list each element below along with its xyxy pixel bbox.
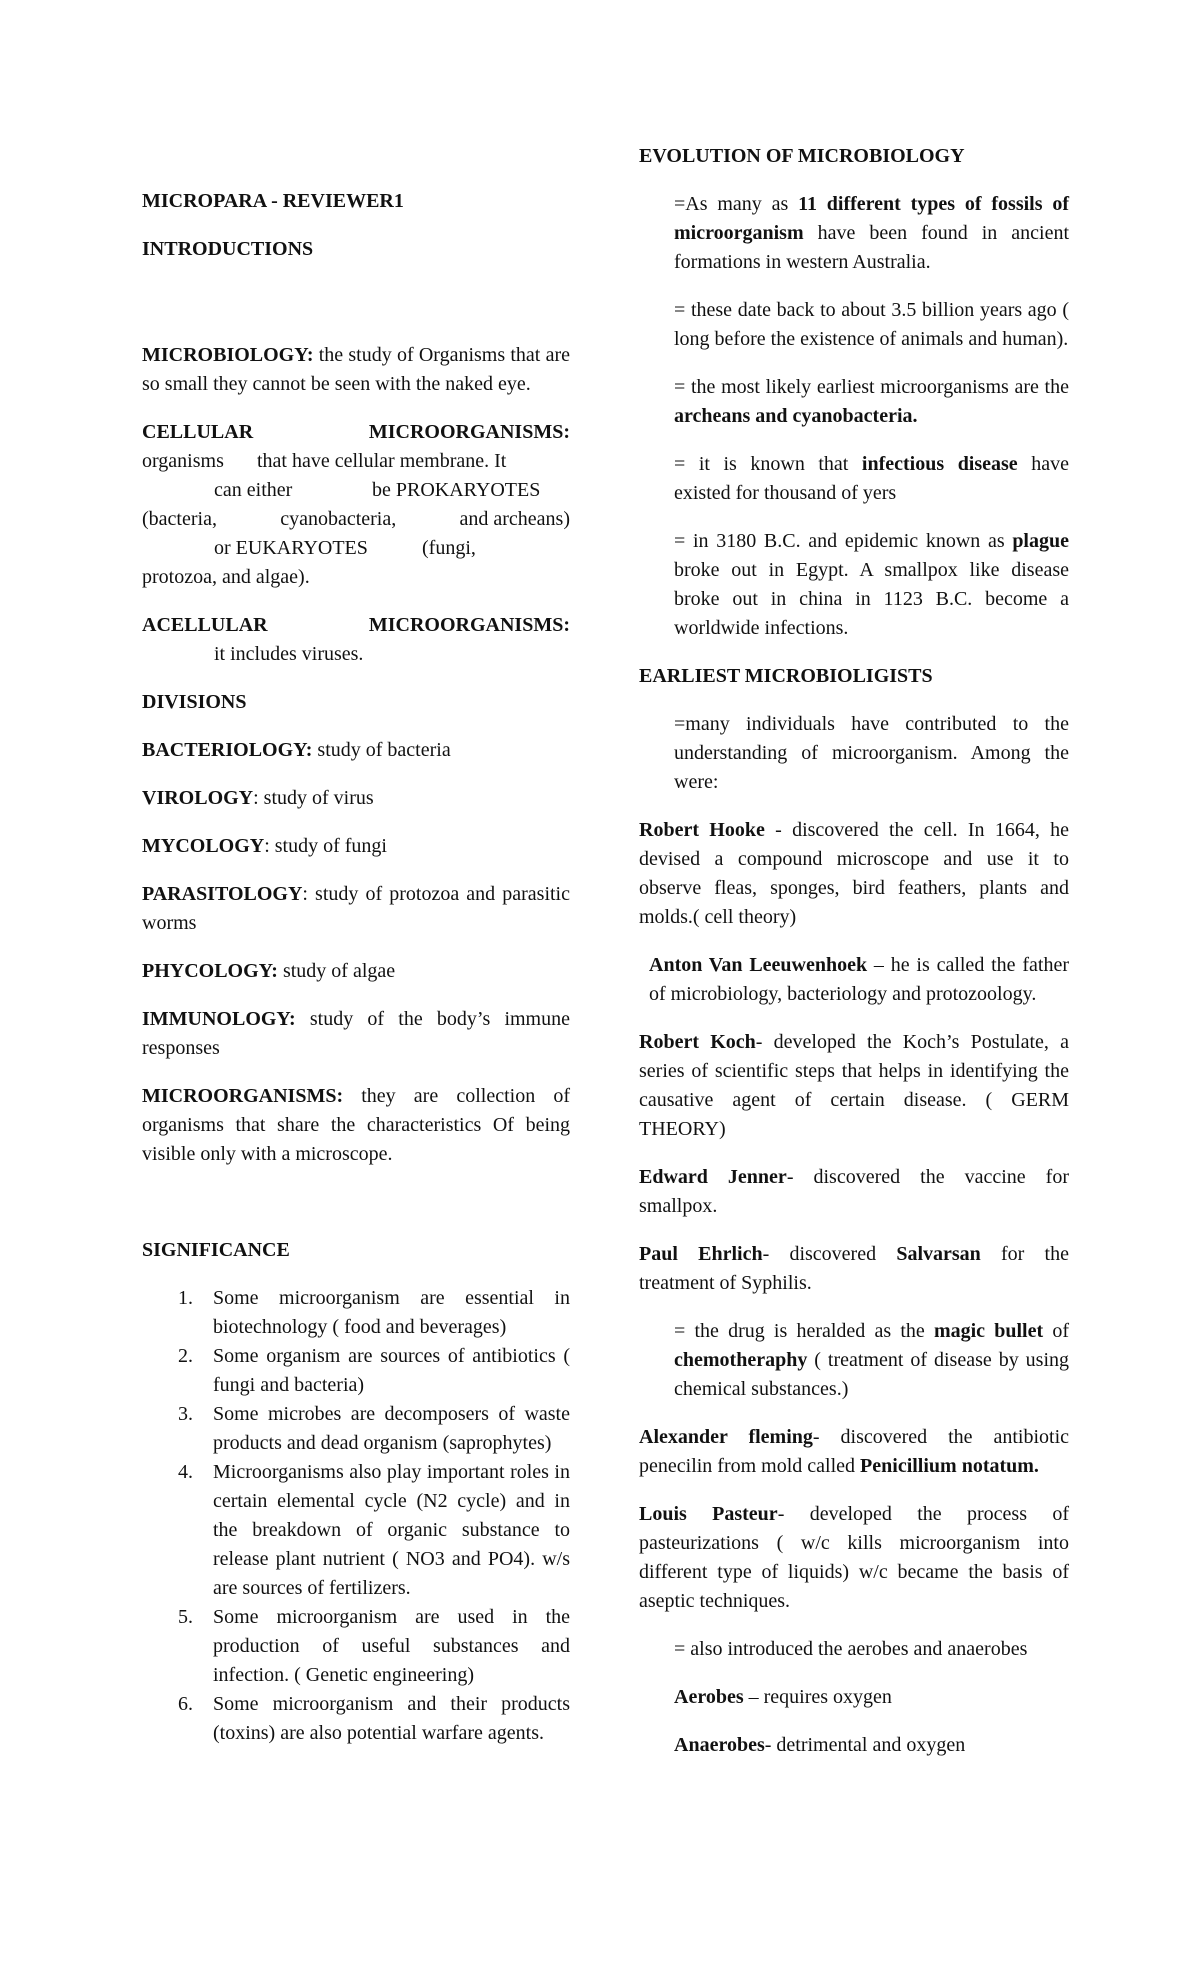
evolution-text: = the most likely earliest microorganisms are the [674, 376, 1069, 398]
division-term: VIROLOGY [142, 787, 254, 809]
scientist-entry [639, 951, 1069, 1009]
scientist-emphasis: Salvarsan [896, 1243, 981, 1265]
division-term: MYCOLOGY [142, 835, 265, 857]
evolution-emphasis: infectious disease [861, 453, 1018, 475]
acellular-microorganisms-term: MICROORGANISMS: [368, 614, 570, 636]
anaerobes-definition [639, 1731, 1069, 1760]
evolution-paragraph [639, 373, 1069, 431]
cellular-text-3a: (bacteria, [142, 508, 217, 530]
division-item [142, 832, 570, 861]
division-term: MICROORGANISMS: [142, 1085, 344, 1107]
list-item [142, 1458, 570, 1603]
pasteur-note: = also introduced the aerobes and anaerobes [674, 1638, 1028, 1660]
evolution-paragraph [639, 527, 1069, 643]
microbiology-text: the study of Organisms that are so small they cannot be seen with the naked eye. [142, 344, 570, 395]
scientist-entry [639, 1423, 1069, 1481]
scientist-text: – he is called the father of microbiology, bacteriology and protozoology. [649, 954, 1069, 1005]
division-item [142, 1082, 570, 1169]
earliest-heading: EARLIEST MICROBIOLIGISTS [639, 665, 933, 687]
division-text: : study of virus [253, 787, 374, 809]
cellular-text-5: protozoa, and algae). [142, 566, 310, 588]
evolution-emphasis: archeans and cyanobacteria. [674, 405, 918, 427]
scientist-entry [639, 816, 1069, 932]
significance-heading: SIGNIFICANCE [142, 1239, 290, 1261]
list-number: 6. [178, 1693, 193, 1715]
scientist-name: Louis Pasteur [639, 1503, 778, 1525]
scientist-entry [639, 1500, 1069, 1616]
acellular-definition [142, 611, 570, 669]
ehrlich-note [639, 1317, 1069, 1404]
list-number: 2. [178, 1345, 193, 1367]
scientist-text: - developed the Koch’s Postulate, a series of scientific steps that helps in identifying the causative agent of certain disease. ( GERM THEORY) [639, 1031, 1069, 1140]
evolution-text: = in 3180 B.C. and epidemic known as [674, 530, 1013, 552]
division-term: PARASITOLOGY [142, 883, 303, 905]
list-item [142, 1342, 570, 1400]
list-number: 5. [178, 1606, 193, 1628]
right-column [639, 0, 1069, 1760]
acellular-text: it includes viruses. [214, 643, 364, 665]
list-item [142, 1603, 570, 1690]
cellular-text-2b: be PROKARYOTES [372, 479, 541, 501]
scientist-text: - developed the process of pasteurizations ( w/c kills microorganism into different type of liquids) w/c became the basis of aseptic techniques. [639, 1503, 1069, 1612]
evolution-text: have existed for thousand of yers [674, 453, 1070, 504]
list-number: 4. [178, 1461, 193, 1483]
cellular-text-1a: organisms [142, 450, 224, 472]
division-term: IMMUNOLOGY: [142, 1008, 296, 1030]
divisions-heading: DIVISIONS [142, 691, 247, 713]
list-text: Some microbes are decomposers of waste products and dead organism (saprophytes) [213, 1403, 570, 1454]
note-emphasis: chemotheraphy [674, 1349, 808, 1371]
introductions-heading: INTRODUCTIONS [142, 238, 314, 260]
list-text: Microorganisms also play important roles in certain elemental cycle (N2 cycle) and in the breakdown of organic substance to release plant nutrient ( NO3 and PO4). w/s are sources of fertilizers. [213, 1461, 570, 1599]
scientist-name: Alexander fleming [639, 1426, 813, 1448]
scientist-entry [639, 1028, 1069, 1144]
division-item [142, 957, 570, 986]
microbiology-term: MICROBIOLOGY: [142, 344, 314, 366]
division-item [142, 1005, 570, 1063]
division-item [142, 880, 570, 938]
division-text: study of bacteria [312, 739, 451, 761]
aerobes-definition [639, 1683, 1069, 1712]
cellular-term: CELLULAR [142, 421, 254, 443]
microbiology-definition [142, 341, 570, 399]
list-number: 1. [178, 1287, 193, 1309]
list-item [142, 1400, 570, 1458]
evolution-text: have been found in ancient formations in western Australia. [674, 222, 1069, 273]
evolution-paragraph: = these date back to about 3.5 billion years ago ( long before the existence of animals and human). [674, 299, 1069, 350]
significance-list [142, 1284, 570, 1748]
cellular-text-3b: cyanobacteria, [280, 508, 397, 530]
note-emphasis: magic bullet [933, 1320, 1044, 1342]
evolution-paragraph [639, 190, 1069, 277]
cellular-text-1b: that have cellular membrane. It [257, 450, 507, 472]
scientist-name: Edward Jenner [639, 1166, 787, 1188]
scientist-name: Paul Ehrlich [639, 1243, 763, 1265]
scientist-name: Robert Koch [639, 1031, 756, 1053]
anaerobes-term: Anaerobes [674, 1734, 765, 1756]
division-term: BACTERIOLOGY: [142, 739, 313, 761]
cellular-text-4a: or EUKARYOTES [214, 537, 368, 559]
anaerobes-text: - detrimental and oxygen [764, 1734, 966, 1756]
division-text: : study of protozoa and parasitic worms [142, 883, 570, 934]
division-item [142, 784, 570, 813]
note-text: of [1043, 1320, 1070, 1342]
microorganisms-term: MICROORGANISMS: [368, 421, 570, 443]
aerobes-text: – requires oxygen [743, 1686, 892, 1708]
list-text: Some microorganism are used in the production of useful substances and infection. ( Genetic engineering) [213, 1606, 570, 1686]
cellular-text-2a: can either [214, 479, 293, 501]
note-text: ( treatment of disease by using chemical substances.) [674, 1349, 1069, 1400]
cellular-definition [142, 418, 570, 592]
earliest-intro: =many individuals have contributed to the understanding of microorganism. Among the were: [674, 713, 1069, 793]
list-number: 3. [178, 1403, 193, 1425]
evolution-emphasis: plague [1012, 530, 1069, 552]
document-title: MICROPARA - REVIEWER1 [142, 190, 404, 212]
division-text: study of the body’s immune responses [142, 1008, 570, 1059]
scientist-emphasis: Penicillium notatum. [860, 1455, 1039, 1477]
scientist-name: Robert Hooke [639, 819, 765, 841]
division-term: PHYCOLOGY: [142, 960, 278, 982]
scientist-entry [639, 1163, 1069, 1221]
evolution-text: broke out in Egypt. A smallpox like disease broke out in china in 1123 B.C. become a worldwide infections. [674, 559, 1069, 639]
division-text: : study of fungi [264, 835, 387, 857]
division-item [142, 736, 570, 765]
list-text: Some microorganism are essential in biotechnology ( food and beverages) [213, 1287, 570, 1338]
acellular-term: ACELLULAR [142, 614, 268, 636]
scientist-entry [639, 1240, 1069, 1298]
list-text: Some organism are sources of antibiotics ( fungi and bacteria) [213, 1345, 570, 1396]
division-text: study of algae [277, 960, 396, 982]
scientist-text: for the treatment of Syphilis. [639, 1243, 1069, 1294]
left-column [142, 0, 570, 1748]
evolution-heading: EVOLUTION OF MICROBIOLOGY [639, 145, 965, 167]
list-item [142, 1690, 570, 1748]
aerobes-term: Aerobes [674, 1686, 744, 1708]
evolution-text: = it is known that [674, 453, 862, 475]
scientist-text: - discovered the vaccine for smallpox. [639, 1166, 1069, 1217]
list-text: Some microorganism and their products (toxins) are also potential warfare agents. [213, 1693, 570, 1744]
evolution-paragraph [639, 450, 1069, 508]
scientist-text: - discovered [762, 1243, 897, 1265]
cellular-text-3c: and archeans) [459, 508, 570, 530]
scientist-text: - discovered the cell. In 1664, he devised a compound microscope and use it to observe fleas, sponges, bird feathers, plants and molds.( cell theory) [639, 819, 1069, 928]
note-text: = the drug is heralded as the [674, 1320, 934, 1342]
evolution-emphasis: 11 different types of fossils of microorganism [674, 193, 1069, 244]
division-text: they are collection of organisms that share the characteristics Of being visible only with a microscope. [142, 1085, 570, 1165]
scientist-text: - discovered the antibiotic penecilin from mold called [639, 1426, 1070, 1477]
evolution-text: =As many as [674, 193, 799, 215]
list-item [142, 1284, 570, 1342]
cellular-text-4b: (fungi, [422, 537, 476, 559]
scientist-name: Anton Van Leeuwenhoek [649, 954, 868, 976]
